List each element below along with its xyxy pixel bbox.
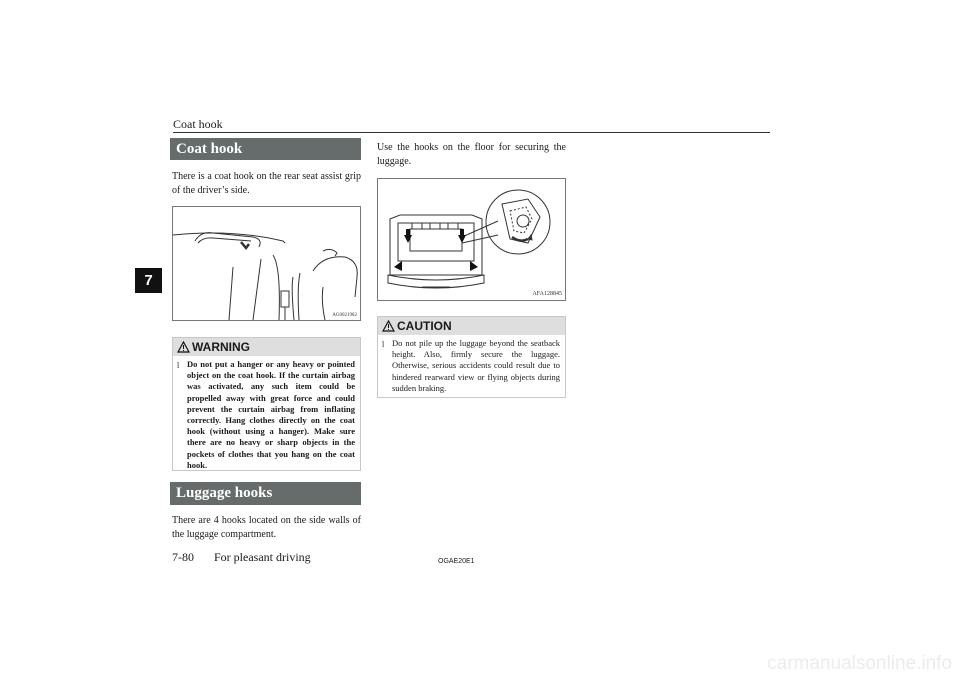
floor-hooks-text: Use the hooks on the floor for securing the luggage. <box>377 142 566 167</box>
page-footer <box>172 550 311 565</box>
warning-box <box>172 337 361 471</box>
luggage-hooks-intro: There are 4 hooks located on the side walls of the luggage compartment. <box>172 515 361 540</box>
bullet-icon: l <box>382 340 385 349</box>
warning-text: Do not put a hanger or any heavy or pointed object on the coat hook. If the curtain airbag was activated, any such item could be propelled away with great force and could prevent the curtain airbag from inflating correctly. Hang clothes directly on the coat hook (without using a hanger). Make sure there are no heavy or sharp objects in the pockets of clothes that you hang on the coat hook. <box>187 359 355 470</box>
bullet-icon: l <box>177 361 180 370</box>
coat-hook-heading: Coat hook <box>170 138 361 160</box>
luggage-hooks-figure <box>377 178 566 301</box>
figure-code: AG0021982 <box>332 313 357 318</box>
chapter-tab: 7 <box>135 268 162 293</box>
coat-hook-intro: There is a coat hook on the rear seat assist grip of the driver’s side. <box>172 171 361 196</box>
figure-code: AFA128845 <box>532 291 562 297</box>
caution-triangle-icon <box>382 320 395 332</box>
coat-hook-figure <box>172 206 361 321</box>
page-number: 7-80 <box>172 550 194 564</box>
header-rule <box>173 132 770 133</box>
luggage-hooks-heading: Luggage hooks <box>170 482 361 505</box>
footer-section: For pleasant driving <box>214 550 311 564</box>
document-code: OGAE20E1 <box>438 558 475 565</box>
watermark: carmanualsonline.info <box>767 653 952 674</box>
caution-header <box>378 317 565 335</box>
warning-label: WARNING <box>192 340 250 354</box>
warning-item <box>173 356 360 471</box>
luggage-compartment-illustration <box>378 179 565 300</box>
warning-header <box>173 338 360 356</box>
running-header: Coat hook <box>173 117 223 131</box>
warning-triangle-icon <box>177 341 190 353</box>
caution-item <box>378 335 565 394</box>
coat-hook-illustration <box>173 207 360 320</box>
caution-box <box>377 316 566 398</box>
caution-label: CAUTION <box>397 319 452 333</box>
caution-text: Do not pile up the luggage beyond the seatback height. Also, firmly secure the luggage. Otherwise, serious accidents could result due to hindered rearward view or flying objects during sudden braking. <box>392 338 560 393</box>
